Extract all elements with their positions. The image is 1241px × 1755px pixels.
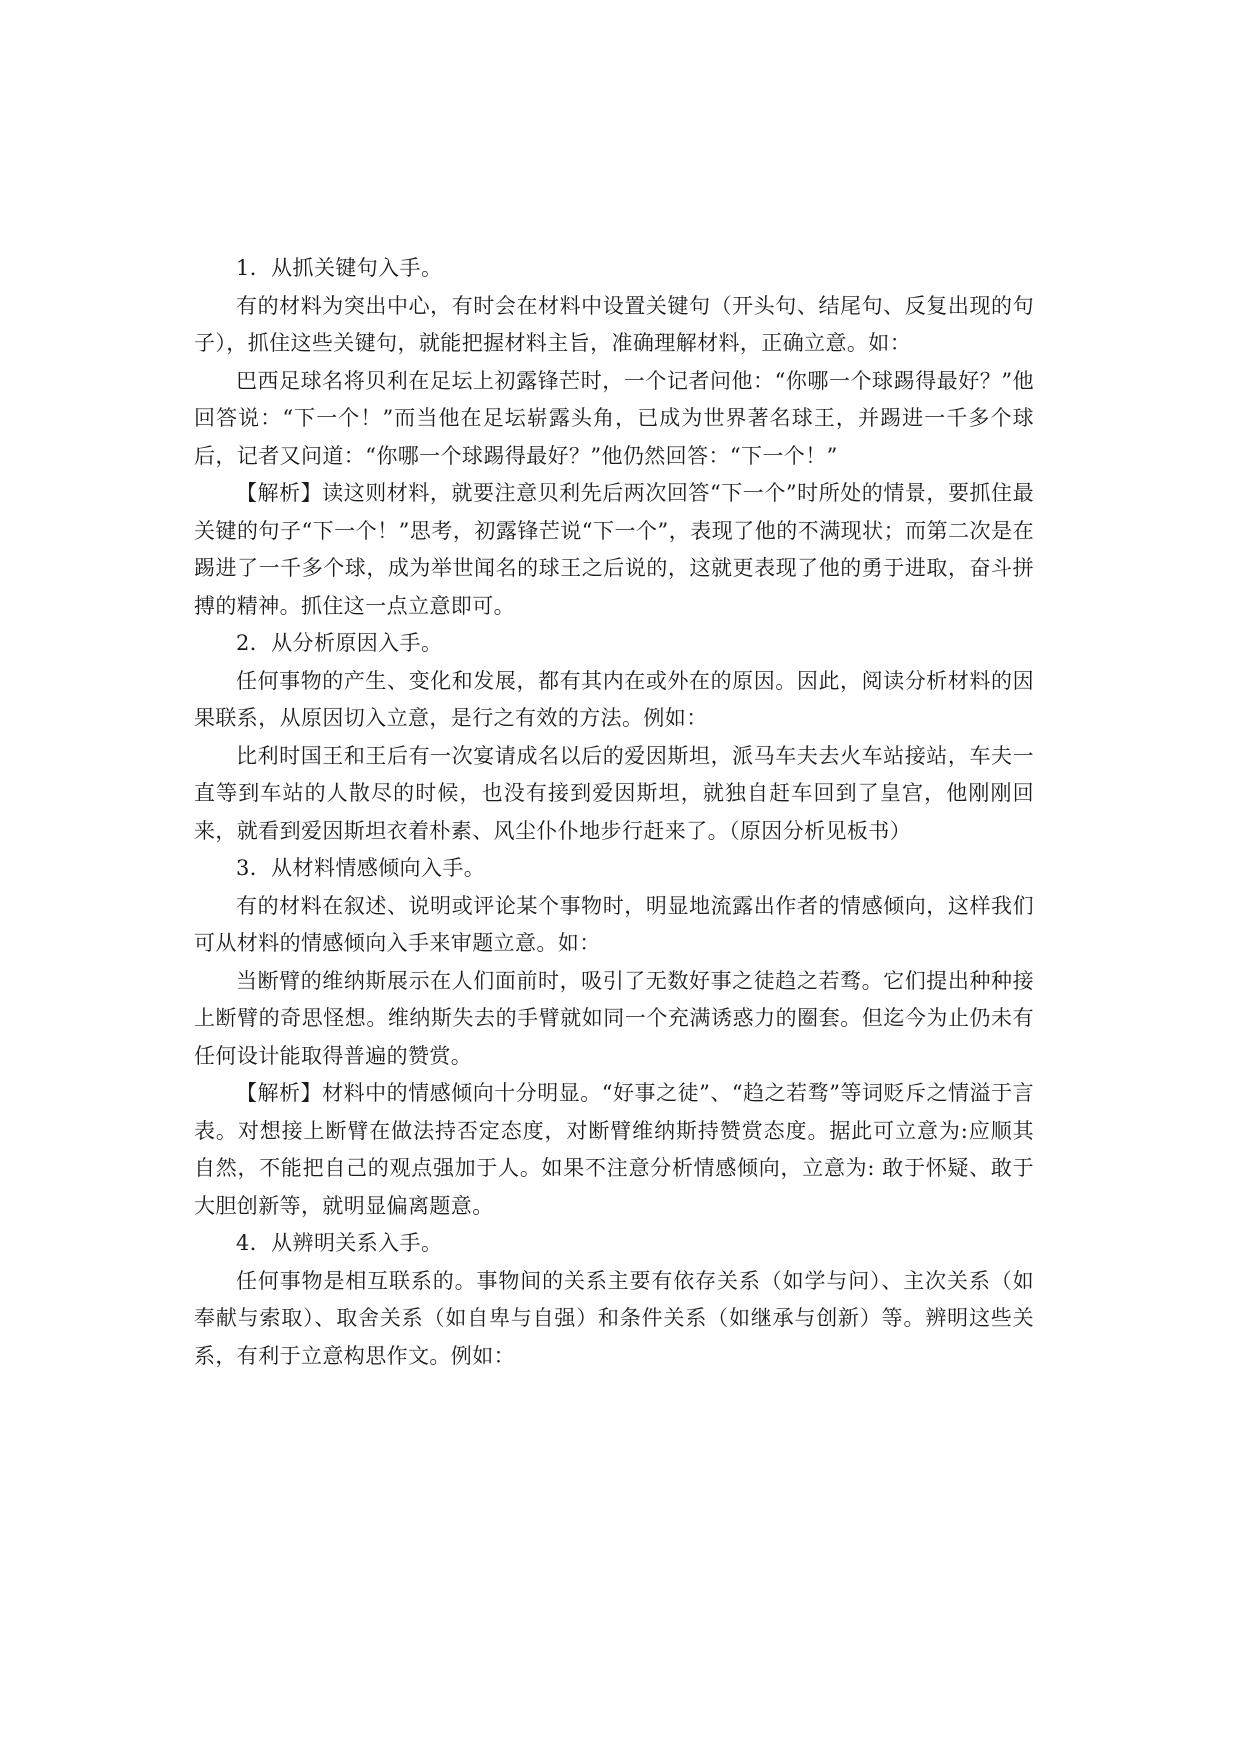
paragraph-pele-material: 巴西足球名将贝利在足坛上初露锋芒时，一个记者问他：“你哪一个球踢得最好？”他回答说：“下一个！”而当他在足坛崭露头角，已成为世界著名球王，并踢进一千多个球后，记者又问道：“你哪一个球踢得最好？”他仍然回答：“下一个！” xyxy=(194,368,1034,468)
section-heading-cause-analysis: 2．从分析原因入手。 xyxy=(236,631,443,655)
paragraph-einstein-material: 比利时国王和王后有一次宴请成名以后的爱因斯坦，派马车夫去火车站接站，车夫一直等到车站的人散尽的时候，也没有接到爱因斯坦，就独自赶车回到了皇宫，他刚刚回来，就看到爱因斯坦衣着朴素、风尘仆仆地步行赶来了。（原因分析见板书） xyxy=(194,743,1034,843)
document-body xyxy=(194,250,1034,1375)
section-heading-relationships: 4．从辨明关系入手。 xyxy=(236,1231,443,1255)
paragraph-cause-intro: 任何事物的产生、变化和发展，都有其内在或外在的原因。因此，阅读分析材料的因果联系，从原因切入立意，是行之有效的方法。例如： xyxy=(194,668,1034,730)
section-heading-emotional-tendency: 3．从材料情感倾向入手。 xyxy=(236,856,486,880)
paragraph-pele-analysis: 【解析】读这则材料，就要注意贝利先后两次回答“下一个”时所处的情景，要抓住最关键的句子“下一个！”思考，初露锋芒说“下一个”，表现了他的不满现状；而第二次是在踢进了一千多个球，成为举世闻名的球王之后说的，这就更表现了他的勇于进取，奋斗拼搏的精神。抓住这一点立意即可。 xyxy=(194,481,1034,618)
paragraph-venus-analysis: 【解析】材料中的情感倾向十分明显。“好事之徒”、“趋之若骛”等词贬斥之情溢于言表。对想接上断臂在做法持否定态度，对断臂维纳斯持赞赏态度。据此可立意为:应顺其自然，不能把自己的观点强加于人。如果不注意分析情感倾向，立意为: 敢于怀疑、敢于大胆创新等，就明显偏离题意。 xyxy=(194,1081,1034,1218)
paragraph-relationships-intro: 任何事物是相互联系的。事物间的关系主要有依存关系（如学与问）、主次关系（如奉献与索取）、取舍关系（如自卑与自强）和条件关系（如继承与创新）等。辨明这些关系，有利于立意构思作文。例如： xyxy=(194,1268,1034,1368)
paragraph-venus-material: 当断臂的维纳斯展示在人们面前时，吸引了无数好事之徒趋之若骛。它们提出种种接上断臂的奇思怪想。维纳斯失去的手臂就如同一个充满诱惑力的圈套。但迄今为止仍未有任何设计能取得普遍的赞赏。 xyxy=(194,968,1034,1068)
paragraph-emotion-intro: 有的材料在叙述、说明或评论某个事物时，明显地流露出作者的情感倾向，这样我们可从材料的情感倾向入手来审题立意。如： xyxy=(194,893,1034,955)
section-heading-key-sentence: 1．从抓关键句入手。 xyxy=(236,256,443,280)
paragraph-key-sentence-intro: 有的材料为突出中心，有时会在材料中设置关键句（开头句、结尾句、反复出现的句子），抓住这些关键句，就能把握材料主旨，准确理解材料，正确立意。如： xyxy=(194,293,1034,355)
